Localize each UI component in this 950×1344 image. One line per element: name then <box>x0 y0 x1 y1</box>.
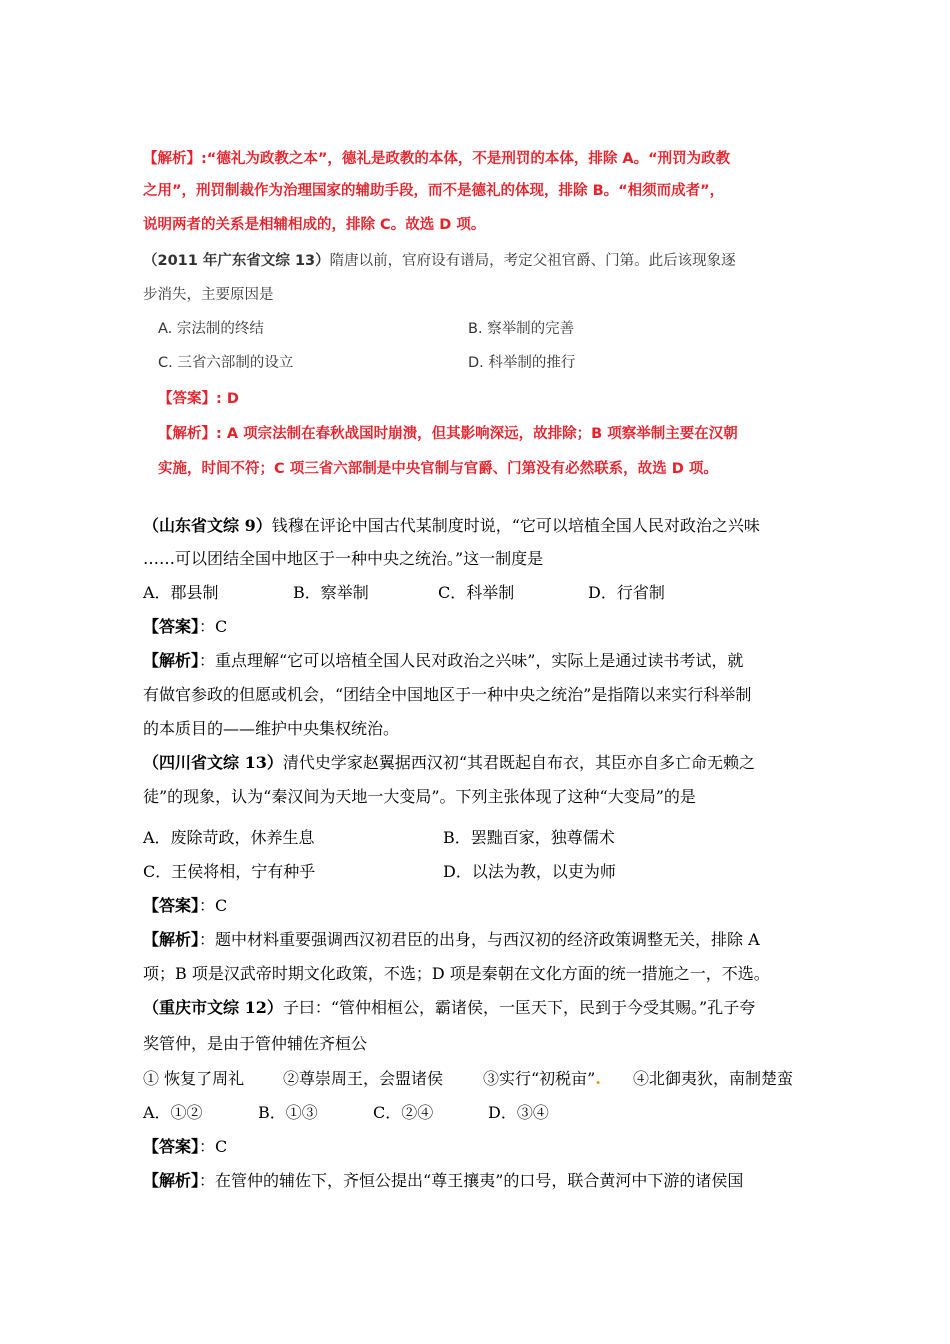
gd-analysis-line-2: 实施，时间不符；C 项三省六部制是中央官制与官爵、门第没有必然联系，故选 D 项。 <box>158 461 718 477</box>
cq-question-source: （重庆市文综 12） <box>143 998 283 1017</box>
cq-item-1: ① 恢复了周礼 <box>143 1069 245 1088</box>
gd-option-c: C. 三省六部制的设立 <box>158 355 294 371</box>
sd-analysis-line-3: 的本质目的——维护中央集权统治。 <box>143 719 400 738</box>
cq-item-4: ④北御夷狄，南制楚蛮 <box>633 1069 794 1088</box>
cq-analysis-line-1: 【解析】：在管仲的辅佐下，齐恒公提出“尊王攘夷”的口号，联合黄河中下游的诸侯国 <box>143 1171 744 1190</box>
cq-option-b: B．①③ <box>258 1103 318 1122</box>
cq-question-stem-2: 奖管仲，是由于管仲辅佐齐桓公 <box>143 1034 368 1053</box>
cq-option-d: D．③④ <box>488 1103 549 1122</box>
sd-analysis-line-2: 有做官参政的但愿或机会，“团结全中国地区于一种中央之统治”是指隋以来实行科举制 <box>143 685 752 704</box>
prev-analysis-line-2: 之用”，刑罚制裁作为治理国家的辅助手段，而不是德礼的体现，排除 B。“相须而成者”， <box>143 183 725 199</box>
gd-option-a: A. 宗法制的终结 <box>158 321 264 337</box>
sc-question-stem-2: 徒”的现象，认为“秦汉间为天地一大变局”。下列主张体现了这种“大变局”的是 <box>143 787 696 806</box>
sd-question-source: （山东省文综 9） <box>143 516 272 535</box>
sc-question-stem-1: （四川省文综 13）清代史学家赵翼据西汉初“其君既起自布衣，其臣亦自多亡命无赖之 <box>143 753 756 772</box>
prev-analysis-line-3: 说明两者的关系是相辅相成的，排除 C。故选 D 项。 <box>143 217 486 233</box>
cq-option-a: A．①② <box>143 1103 203 1122</box>
cq-item-3: ③实行“初税亩”. <box>483 1069 601 1088</box>
cq-question-stem-1: （重庆市文综 12）子曰：“管仲相桓公，霸诸侯，一匡天下，民到于今受其赐。”孔子夸 <box>143 998 756 1017</box>
cq-option-c: C．②④ <box>373 1103 434 1122</box>
sc-analysis-line-2: 项；B 项是汉武帝时期文化政策，不选；D 项是秦朝在文化方面的统一措施之一，不选。 <box>143 964 770 983</box>
sc-option-a: A．废除苛政，休养生息 <box>143 828 315 847</box>
sd-analysis-line-1: 【解析】：重点理解“它可以培植全国人民对政治之兴味”，实际上是通过读书考试，就 <box>143 651 744 670</box>
sd-question-stem-2: ……可以团结全国中地区于一种中央之统治。”这一制度是 <box>143 549 544 568</box>
sd-option-b: B．察举制 <box>293 583 369 602</box>
gd-question-stem-2: 步消失，主要原因是 <box>143 287 274 303</box>
gd-option-b: B. 察举制的完善 <box>468 321 575 337</box>
sd-option-d: D．行省制 <box>588 583 665 602</box>
cq-answer: 【答案】：C <box>143 1137 228 1156</box>
sd-answer: 【答案】：C <box>143 617 228 636</box>
gd-question-stem-1: （2011 年广东省文综 13）隋唐以前，官府设有谱局，考定父祖官爵、门第。此后该现象逐 <box>143 253 736 269</box>
gd-analysis-line-1: 【解析】: A 项宗法制在春秋战国时崩溃，但其影响深远，故排除；B 项察举制主要在汉朝 <box>158 426 738 442</box>
sc-option-c: C．王侯将相，宁有种乎 <box>143 862 316 881</box>
gd-option-d: D. 科举制的推行 <box>468 355 576 371</box>
sd-option-c: C．科举制 <box>438 583 515 602</box>
sc-analysis-line-1: 【解析】：题中材料重要强调西汉初君臣的出身，与西汉初的经济政策调整无关，排除 A <box>143 930 760 949</box>
cq-item-2: ②尊崇周王，会盟诸侯 <box>283 1069 444 1088</box>
sc-option-d: D．以法为教，以吏为师 <box>443 862 616 881</box>
sc-question-source: （四川省文综 13） <box>143 753 283 772</box>
sc-option-b: B．罢黜百家，独尊儒术 <box>443 828 615 847</box>
gd-question-source: （2011 年广东省文综 13） <box>143 253 330 269</box>
sd-question-stem-1: （山东省文综 9）钱穆在评论中国古代某制度时说，“它可以培植全国人民对政治之兴味 <box>143 516 760 535</box>
sd-option-a: A．郡县制 <box>143 583 219 602</box>
sc-answer: 【答案】：C <box>143 896 228 915</box>
gd-answer: 【答案】: D <box>158 391 239 407</box>
prev-analysis-line-1: 【解析】:“德礼为政教之本”，德礼是政教的本体，不是刑罚的本体，排除 A。“刑罚为政教 <box>143 151 731 167</box>
